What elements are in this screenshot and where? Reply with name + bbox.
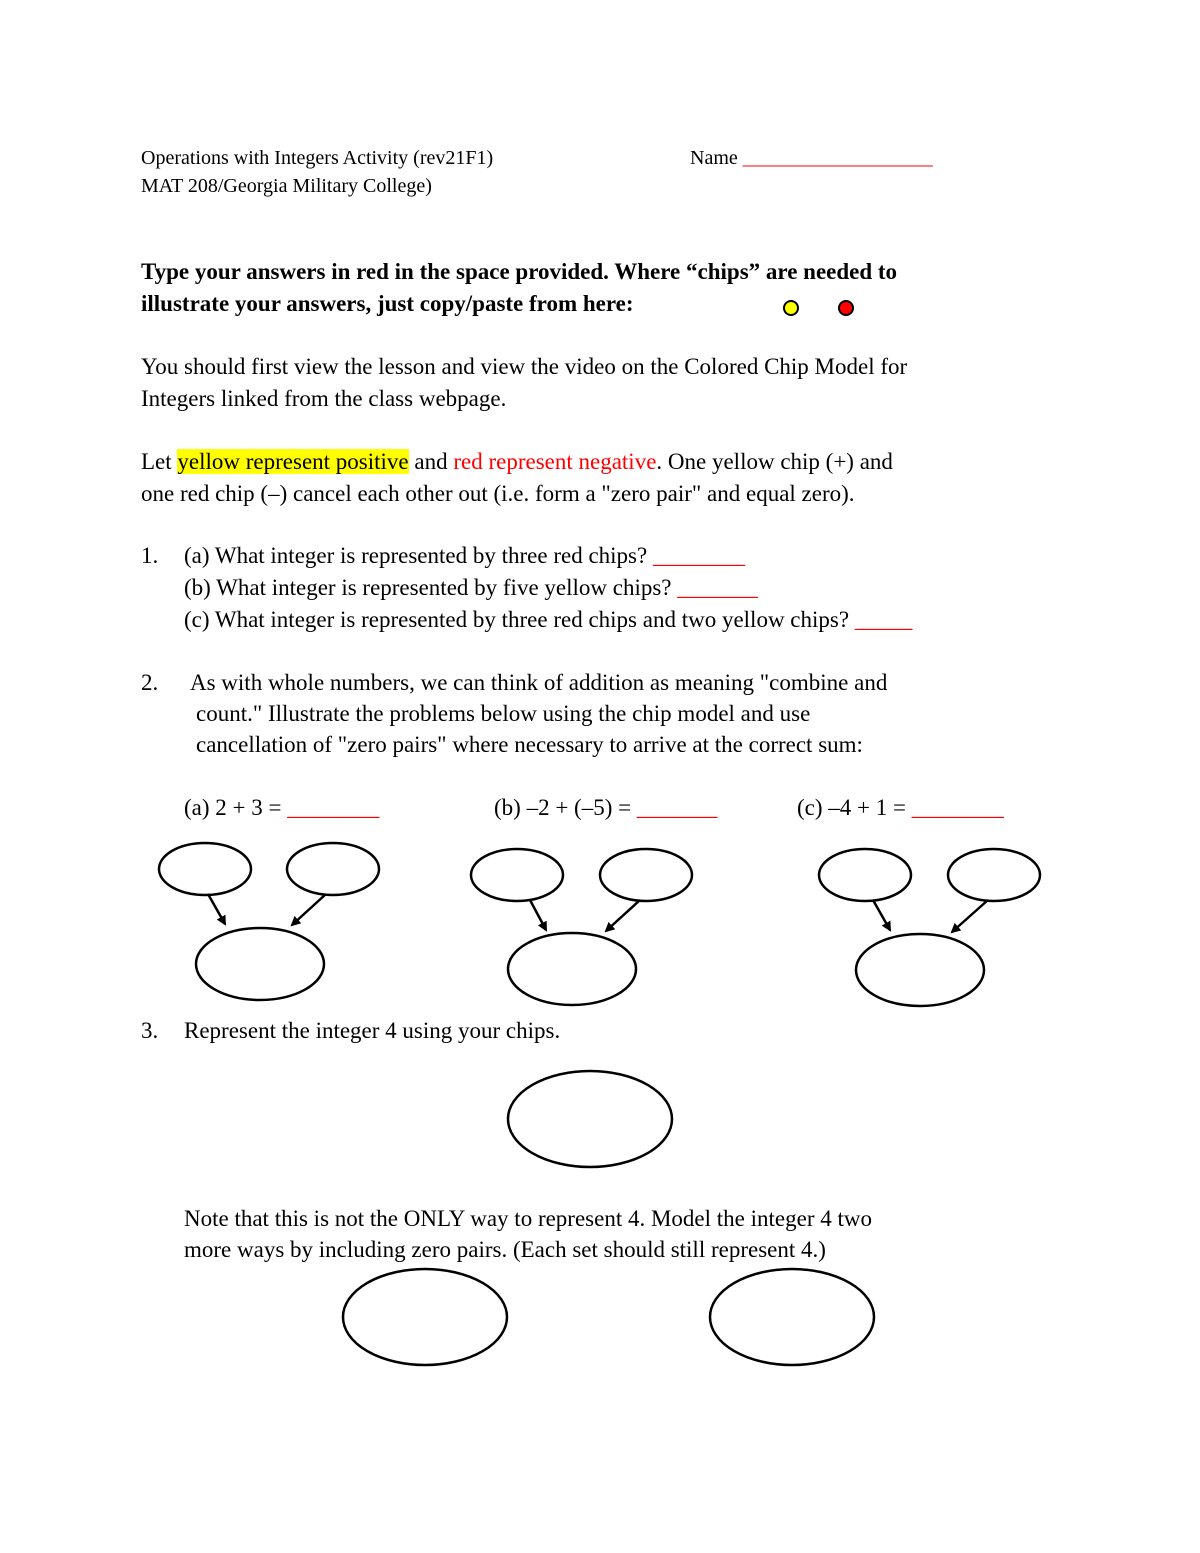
q2-b-text: (b) –2 + (–5) = <box>494 795 637 820</box>
q3-number: 3. <box>141 1018 159 1043</box>
q2a-addend1-circle[interactable] <box>159 843 251 895</box>
q2c-sum-circle[interactable] <box>856 934 984 1006</box>
q1-c-answer-blank[interactable]: _____ <box>854 607 913 632</box>
q2c-addend2-circle[interactable] <box>948 849 1040 901</box>
red-negative-phrase: red represent negative <box>453 449 657 474</box>
q2-a-text: (a) 2 + 3 = <box>184 795 288 820</box>
q2b-sum-circle[interactable] <box>508 933 636 1005</box>
q2a-arrow-left <box>208 894 225 924</box>
rules-rest: . One yellow chip (+) and <box>656 449 893 474</box>
q1-a-answer-blank[interactable]: ________ <box>652 543 745 568</box>
q2-line3: cancellation of "zero pairs" where necessary to arrive at the correct sum: <box>196 732 863 757</box>
instructions-line2: illustrate your answers, just copy/paste from here: <box>141 291 634 316</box>
q3-zero-pairs-circle-1[interactable] <box>343 1269 507 1365</box>
q1-a-text: (a) What integer is represented by three red chips? <box>184 543 648 568</box>
q2b-arrow-right <box>606 900 640 931</box>
q2-a-answer-blank[interactable]: ________ <box>287 795 380 820</box>
q2c-addend1-circle[interactable] <box>819 849 911 901</box>
q2a-arrow-right <box>292 894 326 925</box>
q3-zero-pairs-circle-2[interactable] <box>710 1269 874 1365</box>
q2c-arrow-left <box>873 900 890 930</box>
q2-line1: As with whole numbers, we can think of addition as meaning "combine and <box>190 670 888 695</box>
q2c-arrow-right <box>952 900 988 932</box>
q2-b-answer-blank[interactable]: _______ <box>636 795 718 820</box>
intro-line2: Integers linked from the class webpage. <box>141 386 507 411</box>
rules-line2: one red chip (–) cancel each other out (i.e. form a "zero pair" and equal zero). <box>141 481 855 506</box>
q3-note-line2: more ways by including zero pairs. (Each set should still represent 4.) <box>184 1237 826 1262</box>
q2b-addend2-circle[interactable] <box>600 849 692 901</box>
course-label: MAT 208/Georgia Military College) <box>141 175 432 197</box>
name-blank[interactable]: ___________________ <box>742 147 933 169</box>
instructions-line1: Type your answers in red in the space provided. Where “chips” are needed to <box>141 259 898 284</box>
rules-and: and <box>408 449 454 474</box>
q2-c-answer-blank[interactable]: ________ <box>911 795 1004 820</box>
q2b-arrow-left <box>530 900 546 930</box>
rules-let: Let <box>141 449 178 474</box>
q1-number: 1. <box>141 543 159 568</box>
q2a-sum-circle[interactable] <box>196 928 324 1000</box>
q2b-addend1-circle[interactable] <box>471 849 563 901</box>
q1-b-answer-blank[interactable]: _______ <box>677 575 758 600</box>
intro-line1: You should first view the lesson and view the video on the Colored Chip Model for <box>141 354 908 379</box>
q2a-addend2-circle[interactable] <box>287 843 379 895</box>
q3-represent-4-circle[interactable] <box>508 1071 672 1167</box>
yellow-positive-phrase: yellow represent positive <box>177 449 409 474</box>
q1-c-text: (c) What integer is represented by three red chips and two yellow chips? <box>184 607 850 632</box>
q2-c-text: (c) –4 + 1 = <box>797 795 912 820</box>
name-label: Name <box>690 147 738 169</box>
q2-number: 2. <box>141 670 159 695</box>
worksheet-title: Operations with Integers Activity (rev21F1) <box>141 147 494 169</box>
q3-note-line1: Note that this is not the ONLY way to represent 4. Model the integer 4 two <box>184 1206 872 1231</box>
q3-line1: Represent the integer 4 using your chips. <box>184 1018 561 1043</box>
q2-line2: count." Illustrate the problems below using the chip model and use <box>196 701 811 726</box>
q1-b-text: (b) What integer is represented by five yellow chips? <box>184 575 672 600</box>
